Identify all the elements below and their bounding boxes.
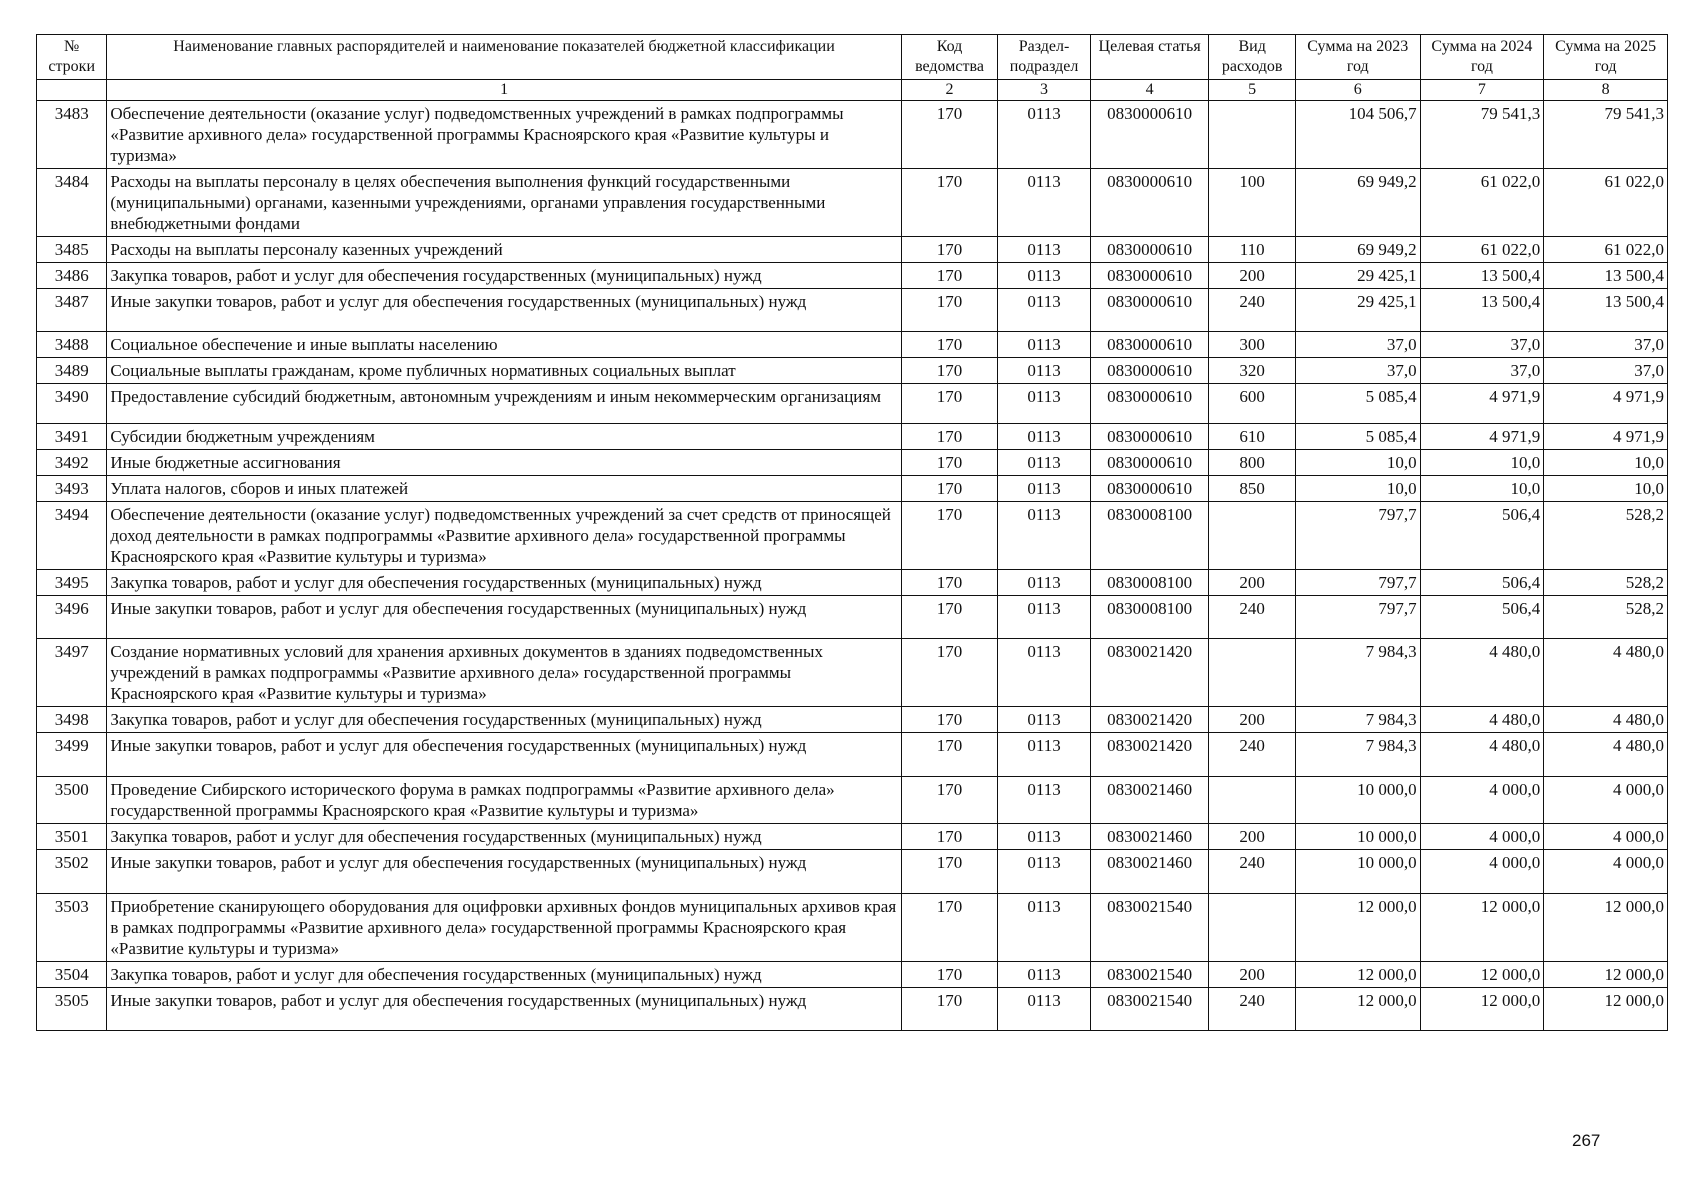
- table-row: [37, 358, 1668, 384]
- row-exp-type: 200: [1209, 263, 1295, 289]
- row-name: Иные закупки товаров, работ и услуг для обеспечения государственных (муниципальных) нужд: [107, 289, 901, 332]
- row-number: 3492: [37, 450, 107, 476]
- row-exp-type: 300: [1209, 332, 1295, 358]
- table-row: [37, 639, 1668, 707]
- row-section: 0113: [998, 988, 1091, 1031]
- row-sum-2023: 12 000,0: [1295, 962, 1420, 988]
- colnum: 5: [1209, 80, 1295, 101]
- row-section: 0113: [998, 570, 1091, 596]
- row-exp-type: 800: [1209, 450, 1295, 476]
- row-number: 3499: [37, 733, 107, 777]
- row-sum-2023: 797,7: [1295, 502, 1420, 570]
- table-row: [37, 476, 1668, 502]
- row-sum-2025: 4 480,0: [1544, 639, 1668, 707]
- table-row: [37, 289, 1668, 332]
- row-sum-2023: 797,7: [1295, 570, 1420, 596]
- colnum: [37, 80, 107, 101]
- row-target: 0830021420: [1090, 639, 1209, 707]
- row-sum-2024: 506,4: [1420, 502, 1544, 570]
- row-sum-2023: 10,0: [1295, 476, 1420, 502]
- row-section: 0113: [998, 894, 1091, 962]
- row-sum-2023: 10,0: [1295, 450, 1420, 476]
- row-sum-2025: 13 500,4: [1544, 263, 1668, 289]
- row-number: 3483: [37, 101, 107, 169]
- row-section: 0113: [998, 639, 1091, 707]
- table-row: [37, 169, 1668, 237]
- header-row-no: № строки: [37, 35, 107, 80]
- row-number: 3489: [37, 358, 107, 384]
- row-sum-2024: 4 000,0: [1420, 824, 1544, 850]
- row-sum-2023: 37,0: [1295, 332, 1420, 358]
- row-dept-code: 170: [901, 476, 998, 502]
- row-name: Расходы на выплаты персоналу в целях обеспечения выполнения функций государственными (муниципальными) органами, казенными учреждениями, органами управления государственными внебюджетными фондами: [107, 169, 901, 237]
- header-section: Раздел-подраздел: [998, 35, 1091, 80]
- row-exp-type: 200: [1209, 570, 1295, 596]
- row-dept-code: 170: [901, 502, 998, 570]
- row-exp-type: 320: [1209, 358, 1295, 384]
- row-name: Социальное обеспечение и иные выплаты населению: [107, 332, 901, 358]
- colnum: 6: [1295, 80, 1420, 101]
- row-exp-type: 200: [1209, 824, 1295, 850]
- row-sum-2023: 5 085,4: [1295, 384, 1420, 424]
- row-target: 0830000610: [1090, 169, 1209, 237]
- row-dept-code: 170: [901, 450, 998, 476]
- row-sum-2023: 7 984,3: [1295, 733, 1420, 777]
- row-number: 3485: [37, 237, 107, 263]
- row-number: 3502: [37, 850, 107, 894]
- table-row: [37, 988, 1668, 1031]
- row-sum-2024: 4 480,0: [1420, 707, 1544, 733]
- header-dept-code: Код ведомства: [901, 35, 998, 80]
- row-sum-2025: 37,0: [1544, 332, 1668, 358]
- row-dept-code: 170: [901, 639, 998, 707]
- row-target: 0830021540: [1090, 894, 1209, 962]
- row-sum-2024: 506,4: [1420, 570, 1544, 596]
- header-name: Наименование главных распорядителей и наименование показателей бюджетной классификации: [107, 35, 901, 80]
- row-name: Приобретение сканирующего оборудования для оцифровки архивных фондов муниципальных архивов края в рамках подпрограммы «Развитие архивного дела» государственной программы Красноярского края «Развитие культуры и туризма»: [107, 894, 901, 962]
- row-sum-2024: 10,0: [1420, 476, 1544, 502]
- table-row: [37, 777, 1668, 824]
- row-sum-2025: 528,2: [1544, 570, 1668, 596]
- colnum: 4: [1090, 80, 1209, 101]
- row-sum-2023: 7 984,3: [1295, 639, 1420, 707]
- table-row: [37, 707, 1668, 733]
- table-row: [37, 733, 1668, 777]
- row-exp-type: 100: [1209, 169, 1295, 237]
- row-exp-type: [1209, 894, 1295, 962]
- row-number: 3500: [37, 777, 107, 824]
- row-sum-2024: 37,0: [1420, 358, 1544, 384]
- table-row: [37, 424, 1668, 450]
- row-sum-2023: 37,0: [1295, 358, 1420, 384]
- row-section: 0113: [998, 169, 1091, 237]
- table-row: [37, 596, 1668, 639]
- row-name: Иные закупки товаров, работ и услуг для обеспечения государственных (муниципальных) нужд: [107, 596, 901, 639]
- row-sum-2024: 12 000,0: [1420, 894, 1544, 962]
- row-sum-2024: 506,4: [1420, 596, 1544, 639]
- row-dept-code: 170: [901, 707, 998, 733]
- row-sum-2023: 10 000,0: [1295, 850, 1420, 894]
- row-sum-2025: 4 480,0: [1544, 733, 1668, 777]
- header-exp-type: Вид расходов: [1209, 35, 1295, 80]
- row-sum-2025: 61 022,0: [1544, 169, 1668, 237]
- table-header-row: [37, 35, 1668, 80]
- row-number: 3504: [37, 962, 107, 988]
- colnum: 8: [1544, 80, 1668, 101]
- row-dept-code: 170: [901, 570, 998, 596]
- row-sum-2023: 7 984,3: [1295, 707, 1420, 733]
- row-sum-2025: 4 971,9: [1544, 384, 1668, 424]
- table-row: [37, 263, 1668, 289]
- row-sum-2023: 5 085,4: [1295, 424, 1420, 450]
- header-sum-2023: Сумма на 2023 год: [1295, 35, 1420, 80]
- row-sum-2025: 4 480,0: [1544, 707, 1668, 733]
- row-sum-2025: 10,0: [1544, 450, 1668, 476]
- row-exp-type: 200: [1209, 707, 1295, 733]
- row-target: 0830000610: [1090, 424, 1209, 450]
- row-sum-2024: 4 480,0: [1420, 733, 1544, 777]
- row-section: 0113: [998, 596, 1091, 639]
- row-sum-2023: 69 949,2: [1295, 237, 1420, 263]
- row-section: 0113: [998, 332, 1091, 358]
- row-section: 0113: [998, 777, 1091, 824]
- row-dept-code: 170: [901, 988, 998, 1031]
- row-number: 3486: [37, 263, 107, 289]
- row-target: 0830021460: [1090, 850, 1209, 894]
- row-dept-code: 170: [901, 289, 998, 332]
- row-name: Закупка товаров, работ и услуг для обеспечения государственных (муниципальных) нужд: [107, 824, 901, 850]
- row-name: Закупка товаров, работ и услуг для обеспечения государственных (муниципальных) нужд: [107, 570, 901, 596]
- row-exp-type: 240: [1209, 850, 1295, 894]
- row-sum-2024: 4 480,0: [1420, 639, 1544, 707]
- row-dept-code: 170: [901, 101, 998, 169]
- row-number: 3505: [37, 988, 107, 1031]
- row-sum-2025: 4 000,0: [1544, 824, 1668, 850]
- row-number: 3496: [37, 596, 107, 639]
- row-dept-code: 170: [901, 384, 998, 424]
- row-target: 0830008100: [1090, 502, 1209, 570]
- row-sum-2023: 12 000,0: [1295, 894, 1420, 962]
- row-section: 0113: [998, 962, 1091, 988]
- row-sum-2023: 104 506,7: [1295, 101, 1420, 169]
- row-sum-2024: 4 000,0: [1420, 850, 1544, 894]
- header-sum-2025: Сумма на 2025 год: [1544, 35, 1668, 80]
- row-sum-2023: 12 000,0: [1295, 988, 1420, 1031]
- row-sum-2025: 61 022,0: [1544, 237, 1668, 263]
- row-target: 0830021420: [1090, 707, 1209, 733]
- row-target: 0830021420: [1090, 733, 1209, 777]
- row-number: 3495: [37, 570, 107, 596]
- row-name: Закупка товаров, работ и услуг для обеспечения государственных (муниципальных) нужд: [107, 962, 901, 988]
- row-target: 0830000610: [1090, 263, 1209, 289]
- row-sum-2025: 528,2: [1544, 596, 1668, 639]
- row-dept-code: 170: [901, 237, 998, 263]
- row-number: 3488: [37, 332, 107, 358]
- row-sum-2025: 12 000,0: [1544, 962, 1668, 988]
- row-sum-2025: 4 000,0: [1544, 850, 1668, 894]
- row-dept-code: 170: [901, 358, 998, 384]
- row-name: Закупка товаров, работ и услуг для обеспечения государственных (муниципальных) нужд: [107, 263, 901, 289]
- table-body: [37, 101, 1668, 1031]
- row-target: 0830021460: [1090, 777, 1209, 824]
- row-section: 0113: [998, 502, 1091, 570]
- row-name: Создание нормативных условий для хранения архивных документов в зданиях подведомственных учреждений в рамках подпрограммы «Развитие архивного дела» государственной программы Красноярского края «Развитие культуры и туризма»: [107, 639, 901, 707]
- row-exp-type: [1209, 777, 1295, 824]
- header-target: Целевая статья: [1090, 35, 1209, 80]
- header-sum-2024: Сумма на 2024 год: [1420, 35, 1544, 80]
- row-dept-code: 170: [901, 850, 998, 894]
- row-target: 0830021460: [1090, 824, 1209, 850]
- row-exp-type: 240: [1209, 988, 1295, 1031]
- row-section: 0113: [998, 263, 1091, 289]
- row-number: 3493: [37, 476, 107, 502]
- row-target: 0830021540: [1090, 962, 1209, 988]
- row-dept-code: 170: [901, 263, 998, 289]
- budget-table: [36, 34, 1668, 1031]
- row-number: 3490: [37, 384, 107, 424]
- row-exp-type: [1209, 502, 1295, 570]
- row-dept-code: 170: [901, 733, 998, 777]
- colnum: 7: [1420, 80, 1544, 101]
- row-dept-code: 170: [901, 596, 998, 639]
- row-sum-2024: 37,0: [1420, 332, 1544, 358]
- row-dept-code: 170: [901, 894, 998, 962]
- row-sum-2024: 12 000,0: [1420, 988, 1544, 1031]
- row-exp-type: 850: [1209, 476, 1295, 502]
- row-section: 0113: [998, 450, 1091, 476]
- row-sum-2025: 4 971,9: [1544, 424, 1668, 450]
- row-target: 0830000610: [1090, 384, 1209, 424]
- column-number-row: [37, 80, 1668, 101]
- row-sum-2023: 10 000,0: [1295, 824, 1420, 850]
- table-row: [37, 502, 1668, 570]
- page-number: 267: [1572, 1131, 1601, 1150]
- table-row: [37, 962, 1668, 988]
- row-name: Расходы на выплаты персоналу казенных учреждений: [107, 237, 901, 263]
- row-exp-type: 600: [1209, 384, 1295, 424]
- row-section: 0113: [998, 850, 1091, 894]
- row-section: 0113: [998, 476, 1091, 502]
- row-dept-code: 170: [901, 332, 998, 358]
- row-sum-2023: 29 425,1: [1295, 289, 1420, 332]
- row-target: 0830000610: [1090, 450, 1209, 476]
- row-sum-2025: 12 000,0: [1544, 894, 1668, 962]
- row-number: 3501: [37, 824, 107, 850]
- colnum: 3: [998, 80, 1091, 101]
- row-exp-type: [1209, 101, 1295, 169]
- row-target: 0830008100: [1090, 596, 1209, 639]
- row-section: 0113: [998, 237, 1091, 263]
- row-dept-code: 170: [901, 424, 998, 450]
- row-name: Закупка товаров, работ и услуг для обеспечения государственных (муниципальных) нужд: [107, 707, 901, 733]
- row-target: 0830000610: [1090, 476, 1209, 502]
- row-section: 0113: [998, 384, 1091, 424]
- table-row: [37, 894, 1668, 962]
- row-name: Обеспечение деятельности (оказание услуг) подведомственных учреждений за счет средств от приносящей доход деятельности в рамках подпрограммы «Развитие архивного дела» государственной программы Красноярского края «Развитие культуры и туризма»: [107, 502, 901, 570]
- colnum: 2: [901, 80, 998, 101]
- row-target: 0830000610: [1090, 289, 1209, 332]
- table-row: [37, 850, 1668, 894]
- row-name: Обеспечение деятельности (оказание услуг) подведомственных учреждений в рамках подпрограммы «Развитие архивного дела» государственной программы Красноярского края «Развитие культуры и туризма»: [107, 101, 901, 169]
- row-sum-2025: 13 500,4: [1544, 289, 1668, 332]
- row-sum-2024: 61 022,0: [1420, 169, 1544, 237]
- row-number: 3487: [37, 289, 107, 332]
- row-section: 0113: [998, 289, 1091, 332]
- row-target: 0830000610: [1090, 332, 1209, 358]
- row-number: 3503: [37, 894, 107, 962]
- budget-table-container: [36, 34, 1668, 1031]
- table-row: [37, 384, 1668, 424]
- row-section: 0113: [998, 707, 1091, 733]
- row-sum-2024: 4 971,9: [1420, 384, 1544, 424]
- row-sum-2023: 69 949,2: [1295, 169, 1420, 237]
- row-name: Проведение Сибирского исторического форума в рамках подпрограммы «Развитие архивного дела» государственной программы Красноярского края «Развитие культуры и туризма»: [107, 777, 901, 824]
- row-sum-2023: 10 000,0: [1295, 777, 1420, 824]
- row-name: Иные закупки товаров, работ и услуг для обеспечения государственных (муниципальных) нужд: [107, 733, 901, 777]
- row-name: Иные бюджетные ассигнования: [107, 450, 901, 476]
- row-number: 3484: [37, 169, 107, 237]
- colnum: 1: [107, 80, 901, 101]
- row-dept-code: 170: [901, 962, 998, 988]
- table-row: [37, 824, 1668, 850]
- row-sum-2023: 797,7: [1295, 596, 1420, 639]
- row-target: 0830000610: [1090, 237, 1209, 263]
- row-sum-2024: 61 022,0: [1420, 237, 1544, 263]
- row-exp-type: 240: [1209, 289, 1295, 332]
- row-sum-2024: 13 500,4: [1420, 263, 1544, 289]
- row-dept-code: 170: [901, 169, 998, 237]
- row-sum-2024: 13 500,4: [1420, 289, 1544, 332]
- row-sum-2024: 4 000,0: [1420, 777, 1544, 824]
- row-sum-2024: 10,0: [1420, 450, 1544, 476]
- row-number: 3498: [37, 707, 107, 733]
- row-name: Иные закупки товаров, работ и услуг для обеспечения государственных (муниципальных) нужд: [107, 850, 901, 894]
- row-name: Субсидии бюджетным учреждениям: [107, 424, 901, 450]
- table-row: [37, 237, 1668, 263]
- row-sum-2024: 79 541,3: [1420, 101, 1544, 169]
- row-exp-type: 240: [1209, 596, 1295, 639]
- row-number: 3494: [37, 502, 107, 570]
- row-section: 0113: [998, 101, 1091, 169]
- row-target: 0830008100: [1090, 570, 1209, 596]
- row-number: 3491: [37, 424, 107, 450]
- row-target: 0830000610: [1090, 358, 1209, 384]
- table-row: [37, 101, 1668, 169]
- row-sum-2025: 37,0: [1544, 358, 1668, 384]
- row-sum-2025: 79 541,3: [1544, 101, 1668, 169]
- row-sum-2025: 4 000,0: [1544, 777, 1668, 824]
- row-name: Уплата налогов, сборов и иных платежей: [107, 476, 901, 502]
- row-sum-2025: 10,0: [1544, 476, 1668, 502]
- row-target: 0830000610: [1090, 101, 1209, 169]
- row-name: Социальные выплаты гражданам, кроме публичных нормативных социальных выплат: [107, 358, 901, 384]
- row-sum-2024: 4 971,9: [1420, 424, 1544, 450]
- row-name: Иные закупки товаров, работ и услуг для обеспечения государственных (муниципальных) нужд: [107, 988, 901, 1031]
- row-sum-2025: 528,2: [1544, 502, 1668, 570]
- row-section: 0113: [998, 824, 1091, 850]
- row-sum-2023: 29 425,1: [1295, 263, 1420, 289]
- table-row: [37, 570, 1668, 596]
- row-sum-2024: 12 000,0: [1420, 962, 1544, 988]
- row-exp-type: [1209, 639, 1295, 707]
- row-exp-type: 110: [1209, 237, 1295, 263]
- row-exp-type: 200: [1209, 962, 1295, 988]
- row-section: 0113: [998, 358, 1091, 384]
- row-dept-code: 170: [901, 824, 998, 850]
- row-section: 0113: [998, 424, 1091, 450]
- row-sum-2025: 12 000,0: [1544, 988, 1668, 1031]
- row-exp-type: 240: [1209, 733, 1295, 777]
- row-target: 0830021540: [1090, 988, 1209, 1031]
- row-section: 0113: [998, 733, 1091, 777]
- row-name: Предоставление субсидий бюджетным, автономным учреждениям и иным некоммерческим организациям: [107, 384, 901, 424]
- table-row: [37, 332, 1668, 358]
- row-number: 3497: [37, 639, 107, 707]
- row-exp-type: 610: [1209, 424, 1295, 450]
- table-row: [37, 450, 1668, 476]
- row-dept-code: 170: [901, 777, 998, 824]
